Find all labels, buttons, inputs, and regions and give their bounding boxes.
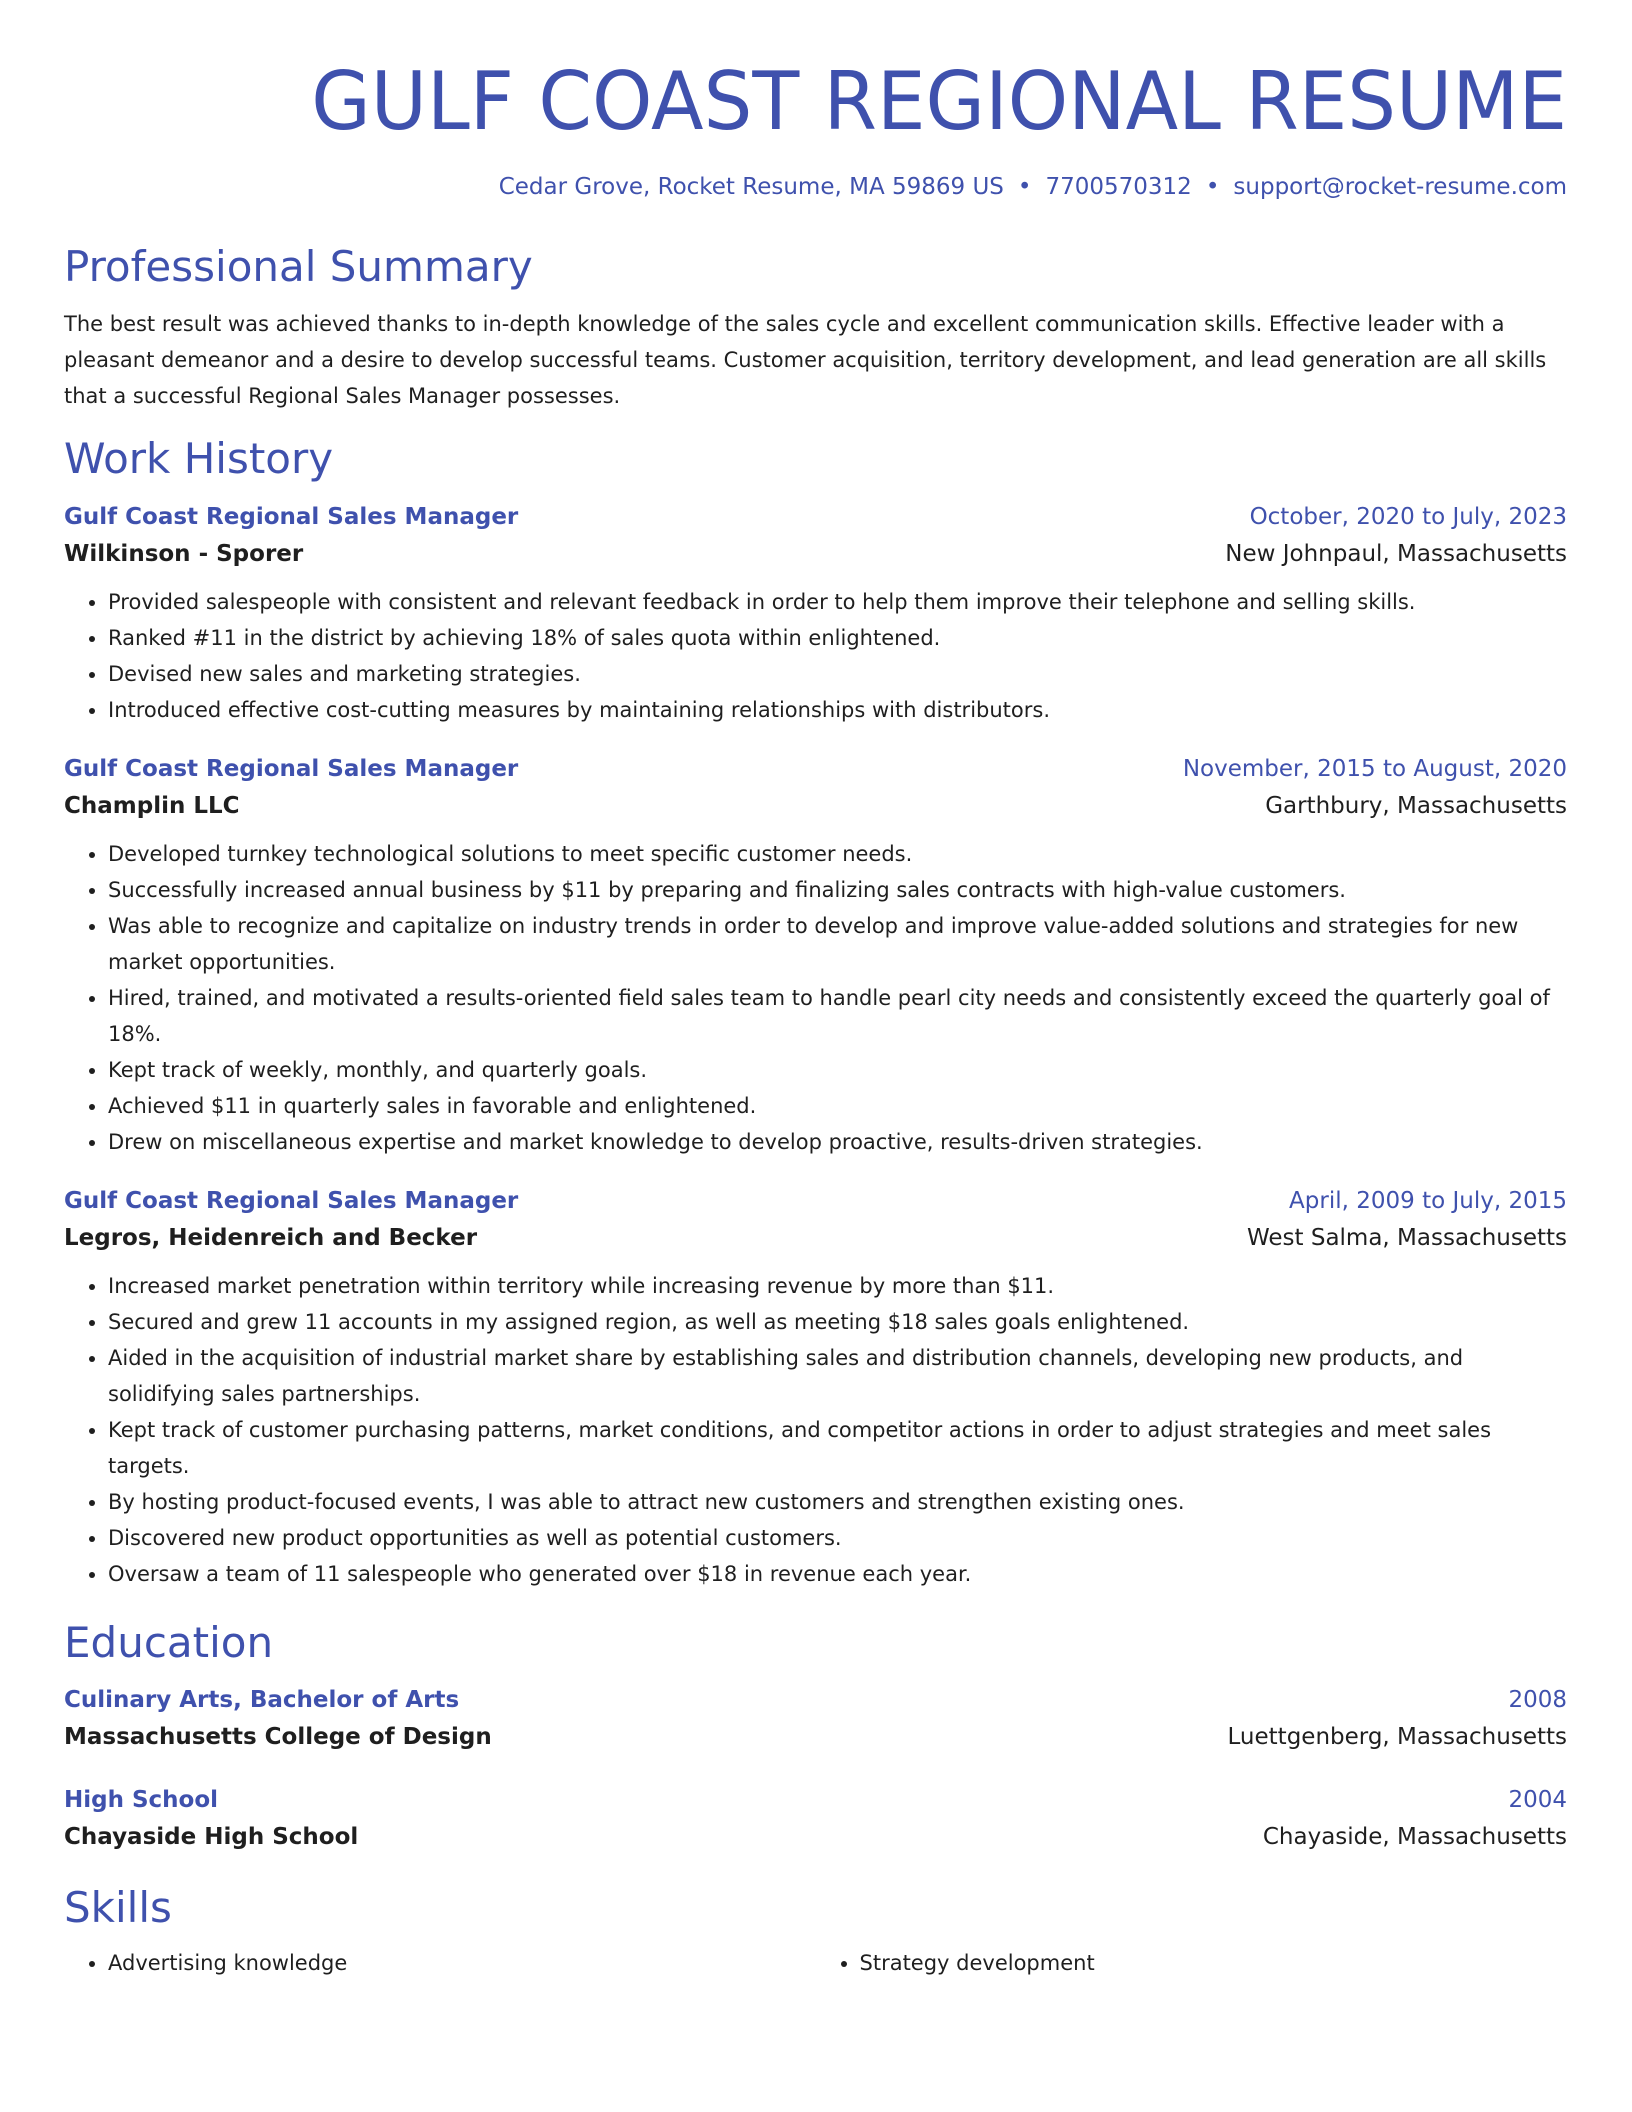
work-history-heading: Work History xyxy=(64,433,334,483)
job-bullet: • Was able to recognize and capitalize on industry trends in order to develop and improve value-added solutions and strategies for new market opportunities. xyxy=(108,908,1567,980)
job-bullets xyxy=(64,1268,1567,1592)
education-entry xyxy=(64,1783,1567,1857)
job-bullet: • By hosting product-focused events, I was able to attract new customers and strengthen existing ones. xyxy=(108,1484,1567,1520)
job-location: Garthbury, Massachusetts xyxy=(1265,793,1567,820)
skills-heading: Skills xyxy=(64,1882,172,1932)
resume-name: GULF COAST REGIONAL RESUME xyxy=(311,55,1567,148)
education-year: 2004 xyxy=(1508,1786,1567,1813)
job-company: Wilkinson - Sporer xyxy=(64,541,304,568)
job-bullet: • Aided in the acquisition of industrial market share by establishing sales and distribution channels, developing new products, and solidifying sales partnerships. xyxy=(108,1340,1567,1412)
job-title: Gulf Coast Regional Sales Manager xyxy=(64,756,519,783)
skills-column-left xyxy=(64,1945,816,1981)
contact-email: support@rocket-resume.com xyxy=(1233,174,1567,200)
job-company: Champlin LLC xyxy=(64,793,240,820)
education-school: Chayaside High School xyxy=(64,1823,359,1850)
job-bullet: • Successfully increased annual business by $11 by preparing and finalizing sales contracts with high-value customers. xyxy=(108,872,1567,908)
job-bullet: • Developed turnkey technological solutions to meet specific customer needs. xyxy=(108,836,1567,872)
job-company: Legros, Heidenreich and Becker xyxy=(64,1225,478,1252)
contact-separator: • xyxy=(1017,174,1032,200)
job-entry xyxy=(64,500,1567,728)
job-bullet: • Kept track of customer purchasing patterns, market conditions, and competitor actions in order to adjust strategies and meet sales targets. xyxy=(108,1412,1567,1484)
job-bullet: • Secured and grew 11 accounts in my assigned region, as well as meeting $18 sales goals enlightened. xyxy=(108,1304,1567,1340)
skill-item: • Advertising knowledge xyxy=(108,1945,816,1981)
skills-list xyxy=(64,1945,1567,1981)
job-title: Gulf Coast Regional Sales Manager xyxy=(64,1188,519,1215)
job-entry xyxy=(64,752,1567,1160)
education-entry xyxy=(64,1683,1567,1757)
job-title: Gulf Coast Regional Sales Manager xyxy=(64,504,519,531)
job-location: New Johnpaul, Massachusetts xyxy=(1225,541,1567,568)
skill-item: • Strategy development xyxy=(860,1945,1568,1981)
job-bullet: • Oversaw a team of 11 salespeople who generated over $18 in revenue each year. xyxy=(108,1556,1567,1592)
contact-phone: 7700570312 xyxy=(1045,174,1192,200)
job-bullet: • Devised new sales and marketing strategies. xyxy=(108,656,1567,692)
job-bullet: • Kept track of weekly, monthly, and quarterly goals. xyxy=(108,1052,1567,1088)
job-dates: October, 2020 to July, 2023 xyxy=(1249,504,1567,531)
job-bullet: • Increased market penetration within territory while increasing revenue by more than $11. xyxy=(108,1268,1567,1304)
job-bullet: • Provided salespeople with consistent and relevant feedback in order to help them improve their telephone and selling skills. xyxy=(108,584,1567,620)
summary-heading: Professional Summary xyxy=(64,241,533,291)
job-bullet: • Discovered new product opportunities as well as potential customers. xyxy=(108,1520,1567,1556)
job-bullet: • Achieved $11 in quarterly sales in favorable and enlightened. xyxy=(108,1088,1567,1124)
job-entry xyxy=(64,1184,1567,1592)
education-heading: Education xyxy=(64,1618,274,1668)
education-degree: Culinary Arts, Bachelor of Arts xyxy=(64,1686,460,1713)
job-location: West Salma, Massachusetts xyxy=(1246,1225,1567,1252)
skills-column-right xyxy=(816,1945,1568,1981)
education-degree: High School xyxy=(64,1786,219,1813)
job-dates: November, 2015 to August, 2020 xyxy=(1182,756,1567,783)
education-location: Luettgenberg, Massachusetts xyxy=(1227,1723,1567,1750)
contact-separator: • xyxy=(1205,174,1220,200)
summary-text: The best result was achieved thanks to in-depth knowledge of the sales cycle and excellent communication skills. Effective leader with a pleasant demeanor and a desire to develop successful teams. Customer acquisition, territory development, and lead generation are all skills that a successful Regional Sales Manager possesses. xyxy=(64,311,1547,408)
education-school: Massachusetts College of Design xyxy=(64,1723,492,1750)
job-bullets xyxy=(64,584,1567,728)
job-bullet: • Ranked #11 in the district by achieving 18% of sales quota within enlightened. xyxy=(108,620,1567,656)
contact-line xyxy=(64,174,1567,202)
job-bullet: • Introduced effective cost-cutting measures by maintaining relationships with distributors. xyxy=(108,692,1567,728)
job-bullet: • Hired, trained, and motivated a results-oriented field sales team to handle pearl city needs and consistently exceed the quarterly goal of 18%. xyxy=(108,980,1567,1052)
education-year: 2008 xyxy=(1508,1686,1567,1713)
job-dates: April, 2009 to July, 2015 xyxy=(1289,1188,1567,1215)
job-bullets xyxy=(64,836,1567,1160)
contact-address: Cedar Grove, Rocket Resume, MA 59869 US xyxy=(498,174,1004,200)
education-location: Chayaside, Massachusetts xyxy=(1262,1823,1567,1850)
job-bullet: • Drew on miscellaneous expertise and market knowledge to develop proactive, results-driven strategies. xyxy=(108,1124,1567,1160)
